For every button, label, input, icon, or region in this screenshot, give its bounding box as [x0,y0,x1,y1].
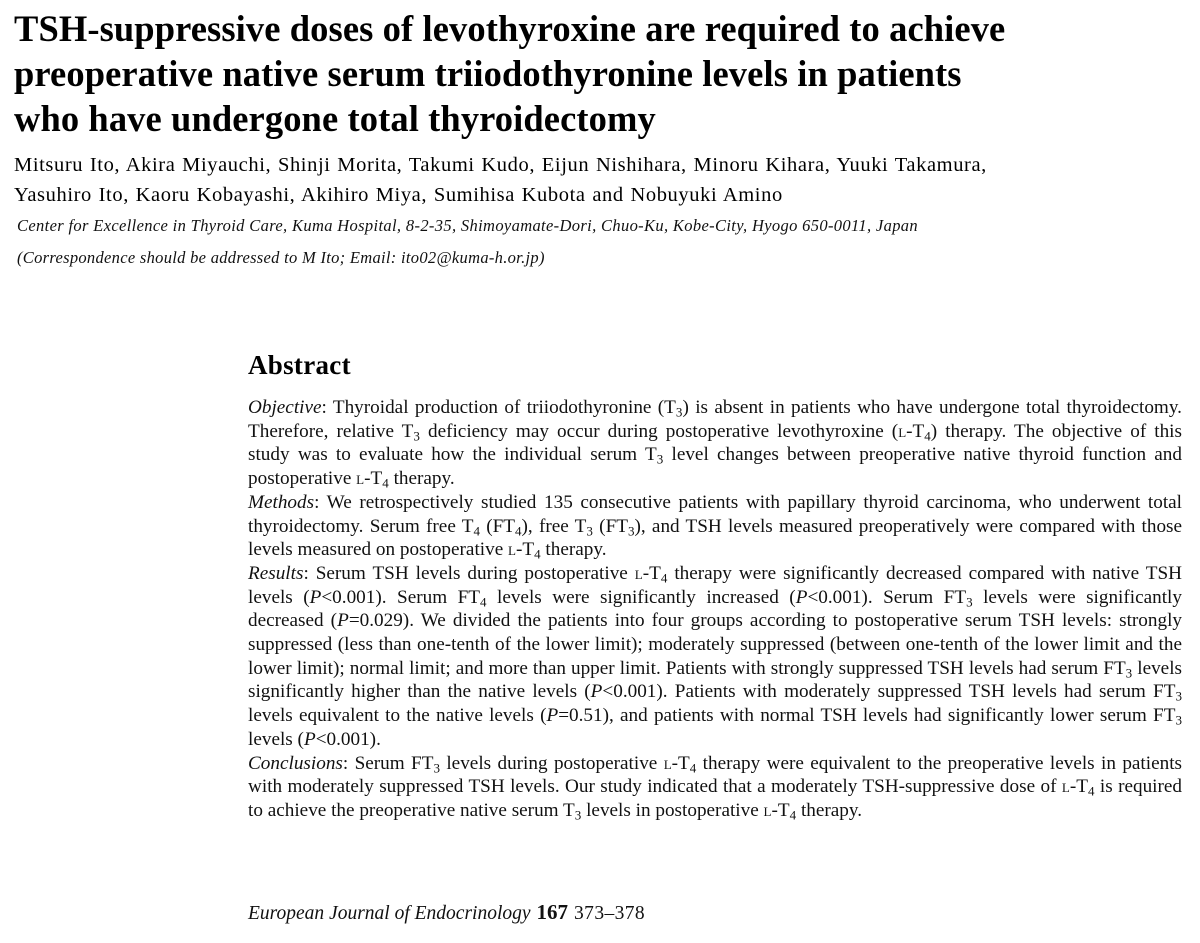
abstract-results: Results: Serum TSH levels during postoperative $l-T_4$ therapy were significantly decreased compared with native TSH levels (P<0.001). Serum $FT_4$ levels were significantly increased (P<0.001). Serum $FT_3$ levels were significantly decreased (P=0.029). We divided the patients into four groups according to postoperative serum TSH levels: strongly suppressed (less than one-tenth of the lower limit); moderately suppressed (between one-tenth of the lower limit and the lower limit); normal limit; and more than upper limit. Patients with strongly suppressed TSH levels had serum $FT_3$ levels significantly higher than the native levels (P<0.001). Patients with moderately suppressed TSH levels had serum $FT_3$ levels equivalent to the native levels (P=0.51), and patients with normal TSH levels had significantly lower serum $FT_3$ levels (P<0.001). [248,562,1183,750]
journal-volume: 167 [536,900,569,924]
abstract-methods: Methods: We retrospectively studied 135 consecutive patients with papillary thyroid carcinoma, who underwent total thyroidectomy. Serum free $T_4$ $(FT_4)$, free $T_3$ $(FT_3)$, and TSH levels measured preoperatively were compared with those levels measured on postoperative $l-T_4$ therapy. [248,491,1183,562]
results-label: Results [248,562,304,584]
abstract-heading: Abstract [248,350,351,380]
abstract-objective: Objective: Thyroidal production of triiodothyronine $(T_3)$ is absent in patients who have undergone total thyroidectomy. Therefore, relative $T_3$ deficiency may occur during postoperative levothyroxine $(l-T_4)$ therapy. The objective of this study was to evaluate how the individual serum $T_3$ level changes between preoperative native thyroid function and postoperative $l-T_4$ therapy. [248,397,1182,491]
correspondence-note: (Correspondence should be addressed to M Ito; Email: ito02@kuma-h.or.jp) [17,248,545,267]
conclusions-label: Conclusions [248,752,343,774]
author-line-1: Mitsuru Ito, Akira Miyauchi, Shinji Morita, Takumi Kudo, Eijun Nishihara, Minoru Kihara, Yuuki Takamura, [14,154,987,176]
abstract-body [248,396,1182,823]
affiliation: Center for Excellence in Thyroid Care, Kuma Hospital, 8-2-35, Shimoyamate-Dori, Chuo-Ku, Kobe-City, Hyogo 650-0011, Japan [17,216,919,235]
author-list [14,150,1189,210]
abstract-conclusions: Conclusions: Serum $FT_3$ levels during postoperative $l-T_4$ therapy were equivalent to the preoperative levels in patients with moderately suppressed TSH levels. Our study indicated that a moderately TSH-suppressive dose of $l-T_4$ is required to achieve the preoperative native serum $T_3$ levels in postoperative $l-T_4$ therapy. [248,752,1182,823]
title-line-3: who have undergone total thyroidectomy [14,98,656,139]
page-range: 373–378 [574,903,646,924]
paper-title [14,6,1189,141]
methods-label: Methods [248,491,315,513]
journal-name: European Journal of Endocrinology [248,903,531,924]
journal-citation [248,900,645,925]
title-line-1: TSH-suppressive doses of levothyroxine are required to achieve [14,8,1006,49]
title-line-2: preoperative native serum triiodothyronine levels in patients [14,53,962,94]
objective-label: Objective [248,397,322,418]
author-line-2: Yasuhiro Ito, Kaoru Kobayashi, Akihiro Miya, Sumihisa Kubota and Nobuyuki Amino [14,184,783,206]
